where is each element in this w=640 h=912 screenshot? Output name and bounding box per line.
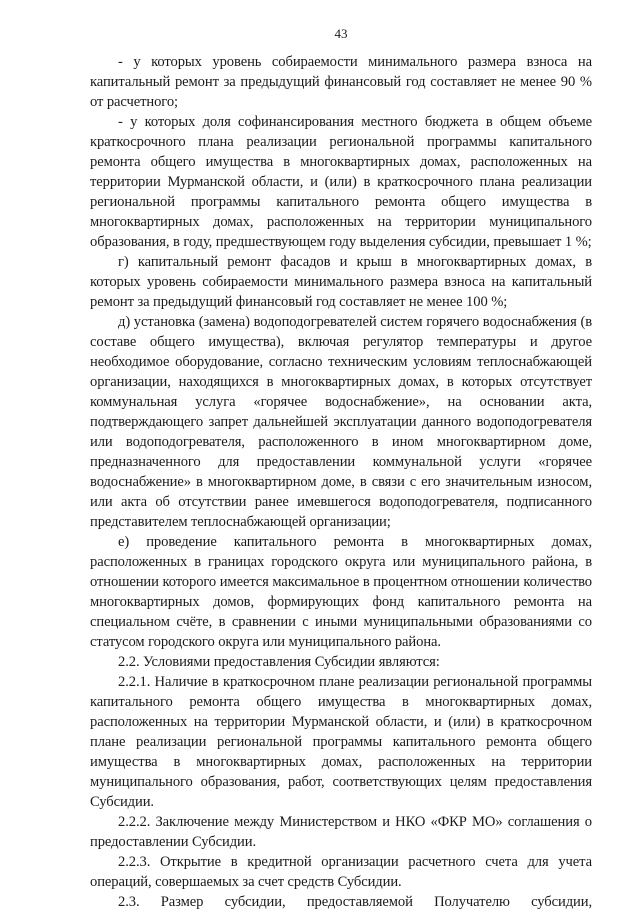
paragraph-item-d-water-heaters: д) установка (замена) водоподогревателей систем горячего водоснабжения (в составе общего имущества), включая регулятор температуры и другое необходимое оборудование, согласно техническим условиям теплоснабжающей организации, находящихся в многоквартирных домах, в которых отсутствует коммунальная услуга «горячее водоснабжение», на основании акта, подтверждающего запрет дальнейшей эксплуатации данного водоподогревателя или водоподогревателя, расположенного в ином многоквартирном доме, предназначенного для предоставлении коммунальной услуги «горячее водоснабжение» в многоквартирном доме, в связи с его значительным износом, или акта об отсутствии ранее имевшегося водоподогревателя, подписанного представителем теплоснабжающей организации;: [90, 314, 592, 530]
paragraph-item-e-special-account: е) проведение капитального ремонта в многоквартирных домах, расположенных в границах городского округа или муниципального района, в отношении которого имеется максимальное в процентном отношении количество многоквартирных домов, формирующих фонд капитального ремонта на специальном счёте, в сравнении с иными муниципальными образованиями со статусом городского округа или муниципального района.: [90, 534, 592, 650]
paragraph-2-2-3: 2.2.3. Открытие в кредитной организации расчетного счета для учета операций, совершаемых за счет средств Субсидии.: [90, 854, 592, 890]
paragraph-2-2-1: 2.2.1. Наличие в краткосрочном плане реализации региональной программы капитального ремонта общего имущества в многоквартирных домах, расположенных на территории Мурманской области, и (или) в краткосрочном плане реализации региональной программы капитального ремонта общего имущества в многоквартирных домах, расположенных на территории муниципального образования, работ, соответствующих целям предоставления Субсидии.: [90, 674, 592, 810]
paragraph-2-2-2: 2.2.2. Заключение между Министерством и НКО «ФКР МО» соглашения о предоставлении Субсидии.: [90, 814, 592, 850]
paragraph-2-2-conditions: 2.2. Условиями предоставления Субсидии являются:: [118, 654, 440, 670]
page-number: 43: [334, 26, 348, 41]
paragraph-item-g-facades-roofs: г) капитальный ремонт фасадов и крыш в многоквартирных домах, в которых уровень собираемости минимального размера взноса на капитальный ремонт за предыдущий финансовый год составляет не менее 100 %;: [90, 254, 592, 310]
document-page: [90, 26, 592, 912]
paragraph-cofinancing-share: - у которых доля софинансирования местного бюджета в общем объеме краткосрочного плана реализации региональной программы капитального ремонта общего имущества в многоквартирных домах, расположенных на территории Мурманской области, и (или) в краткосрочного плана реализации региональной программы капитального ремонта общего имущества в многоквартирных домах, расположенных на территории муниципального образования, в году, предшествующем году выделения субсидии, превышает 1 %;: [90, 114, 592, 250]
paragraph-collection-rate: - у которых уровень собираемости минимального размера взноса на капитальный ремонт за предыдущий финансовый год составляет не менее 90 % от расчетного;: [90, 54, 592, 110]
paragraph-2-3-subsidy-size: 2.3. Размер субсидии, предоставляемой Получателю субсидии,: [118, 894, 592, 910]
